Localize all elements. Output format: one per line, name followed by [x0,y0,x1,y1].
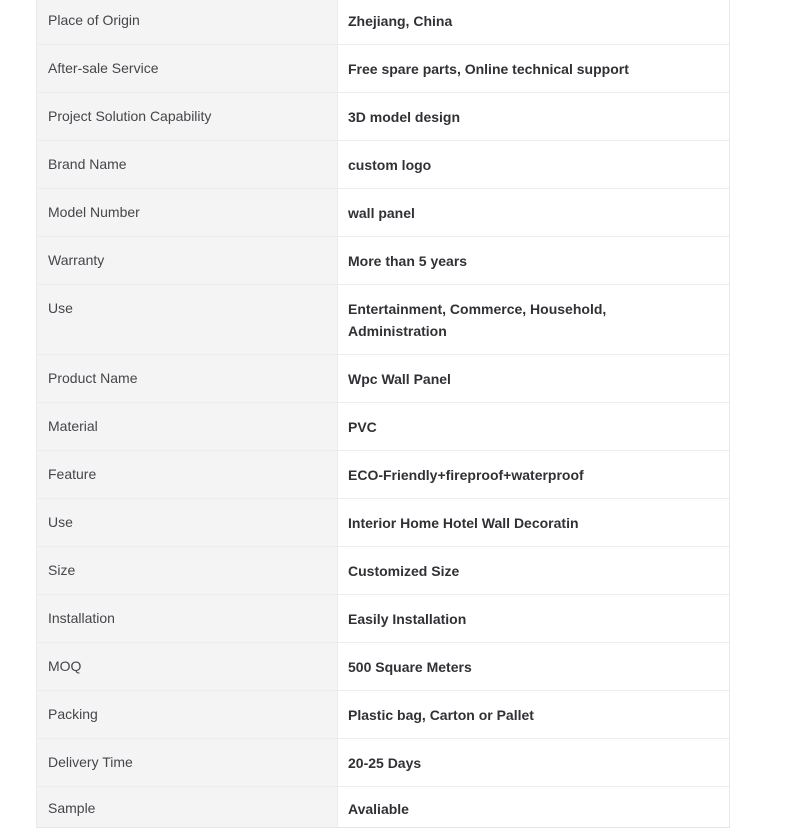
spec-value-cell [338,499,729,546]
spec-attribute-label: Project Solution Capability [37,93,338,140]
spec-attribute-label: Delivery Time [37,739,338,786]
spec-row [37,691,729,739]
spec-value-cell [338,45,729,92]
spec-value-cell [338,739,729,786]
spec-attribute-value: 20-25 Days [348,755,422,771]
spec-row [37,787,729,827]
spec-attribute-label: Use [37,285,338,354]
spec-value-cell [338,141,729,188]
spec-row [37,189,729,237]
spec-row [37,499,729,547]
spec-value-cell [338,93,729,140]
spec-row [37,595,729,643]
spec-attribute-label: Place of Origin [37,0,338,44]
spec-row [37,403,729,451]
spec-row [37,547,729,595]
spec-attribute-value: Easily Installation [348,611,467,627]
spec-attribute-value: PVC [348,419,377,435]
spec-attribute-value: ECO-Friendly+fireproof+waterproof [348,467,584,483]
spec-attribute-label: Sample [37,787,338,827]
spec-value-cell [338,691,729,738]
spec-row [37,643,729,691]
spec-row [37,285,729,355]
spec-value-cell [338,451,729,498]
spec-attribute-value: custom logo [348,157,432,173]
spec-attribute-label: MOQ [37,643,338,690]
spec-attribute-label: Warranty [37,237,338,284]
spec-attribute-label: Brand Name [37,141,338,188]
spec-attribute-value: wall panel [348,205,415,221]
spec-attribute-value: Avaliable [348,801,409,817]
spec-attribute-value: Free spare parts, Online technical support [348,61,629,77]
spec-attribute-label: Material [37,403,338,450]
spec-attribute-value: Customized Size [348,563,460,579]
spec-attribute-label: Use [37,499,338,546]
spec-row [37,237,729,285]
spec-row [37,141,729,189]
spec-attribute-label: After-sale Service [37,45,338,92]
spec-attribute-value: Interior Home Hotel Wall Decoratin [348,515,579,531]
spec-row [37,355,729,403]
spec-attribute-label: Installation [37,595,338,642]
spec-attribute-label: Product Name [37,355,338,402]
spec-row [37,451,729,499]
spec-attribute-value: 3D model design [348,109,461,125]
spec-attribute-label: Model Number [37,189,338,236]
spec-value-cell [338,285,729,354]
spec-value-cell [338,237,729,284]
spec-row [37,45,729,93]
spec-attribute-label: Feature [37,451,338,498]
spec-value-cell [338,547,729,594]
product-specifications-table [36,0,730,828]
spec-row [37,0,729,45]
spec-value-cell [338,355,729,402]
spec-attribute-label: Size [37,547,338,594]
spec-value-cell [338,403,729,450]
spec-attribute-value: Entertainment, Commerce, Household, Administration [348,301,607,339]
spec-attribute-value: Plastic bag, Carton or Pallet [348,707,534,723]
spec-attribute-value: More than 5 years [348,253,468,269]
spec-attribute-value: Zhejiang, China [348,13,453,29]
spec-attribute-label: Packing [37,691,338,738]
spec-row [37,93,729,141]
spec-value-cell [338,0,729,44]
spec-value-cell [338,595,729,642]
spec-value-cell [338,787,729,827]
spec-attribute-value: 500 Square Meters [348,659,472,675]
spec-attribute-value: Wpc Wall Panel [348,371,451,387]
spec-value-cell [338,189,729,236]
spec-row [37,739,729,787]
spec-value-cell [338,643,729,690]
